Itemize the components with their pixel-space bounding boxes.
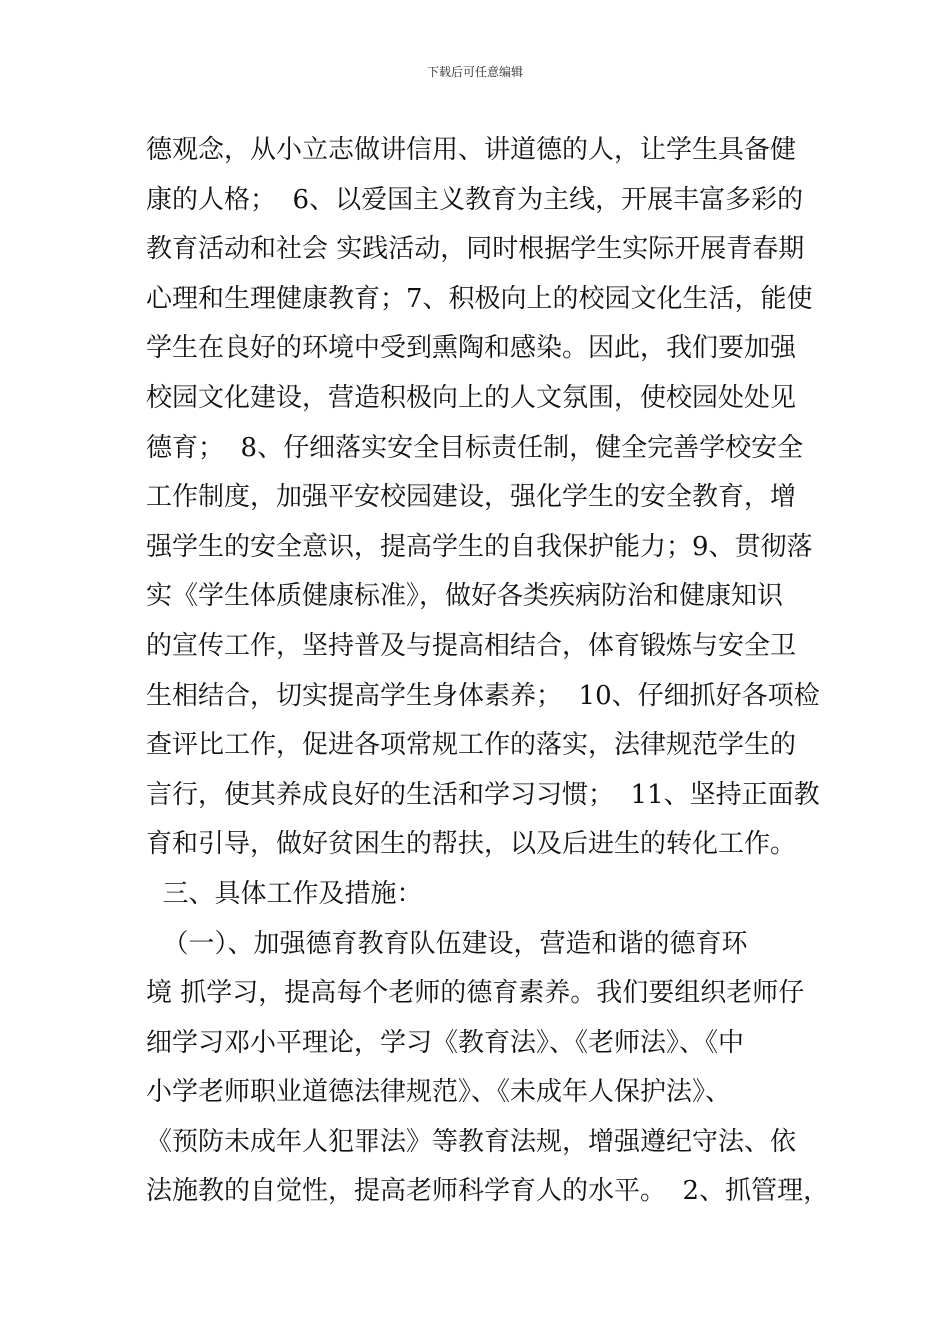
text-line: 实《学生体质健康标准》，做好各类疾病防治和健康知识	[146, 581, 784, 612]
section-heading: 三、具体工作及措施：	[146, 878, 423, 909]
text-line: 教育活动和社会 实践活动，同时根据学生实际开展青春期	[146, 234, 805, 265]
text-line: 强学生的安全意识，提高学生的自我保护能力；9、贯彻落	[146, 531, 813, 562]
text-line: 德育； 8、仔细落实安全目标责任制，健全完善学校安全	[146, 432, 804, 463]
text-line: 育和引导，做好贫困生的帮扶，以及后进生的转化工作。	[146, 829, 797, 860]
text-line: 《预防未成年人犯罪法》等教育法规，增强遵纪守法、依	[146, 1126, 797, 1157]
text-line: 细学习邓小平理论，学习《教育法》、《老师法》、《中	[146, 1027, 745, 1058]
text-line: 小学老师职业道德法律规范》、《未成年人保护法》、	[146, 1077, 732, 1108]
text-line: 言行，使其养成良好的生活和学习习惯； 11、坚持正面教	[146, 779, 820, 810]
text-line: 生相结合，切实提高学生身体素养； 10、仔细抓好各项检	[146, 680, 820, 711]
text-line: 境 抓学习，提高每个老师的德育素养。我们要组织老师仔	[146, 978, 805, 1009]
text-line: 德观念，从小立志做讲信用、讲道德的人，让学生具备健	[146, 135, 797, 165]
text-line: 心理和生理健康教育；7、积极向上的校园文化生活，能使	[146, 283, 813, 314]
text-line: 工作制度，加强平安校园建设，强化学生的安全教育，增	[146, 482, 797, 513]
document-body	[146, 126, 830, 1217]
text-line: 的宣传工作，坚持普及与提高相结合，体育锻炼与安全卫	[146, 630, 797, 661]
text-line: 查评比工作，促进各项常规工作的落实，法律规范学生的	[146, 730, 797, 761]
text-line: 学生在良好的环境中受到熏陶和感染。因此，我们要加强	[146, 333, 797, 364]
text-line: 校园文化建设，营造积极向上的人文氛围，使校园处处见	[146, 382, 797, 413]
text-line: 康的人格； 6、以爱国主义教育为主线，开展丰富多彩的	[146, 184, 804, 215]
subsection-heading: （一）、加强德育教育队伍建设，营造和谐的德育环	[146, 928, 748, 959]
page-header: 下载后可任意编辑	[426, 65, 523, 79]
text-line: 法施教的自觉性，提高老师科学育人的水平。 2、抓管理，	[146, 1176, 830, 1207]
